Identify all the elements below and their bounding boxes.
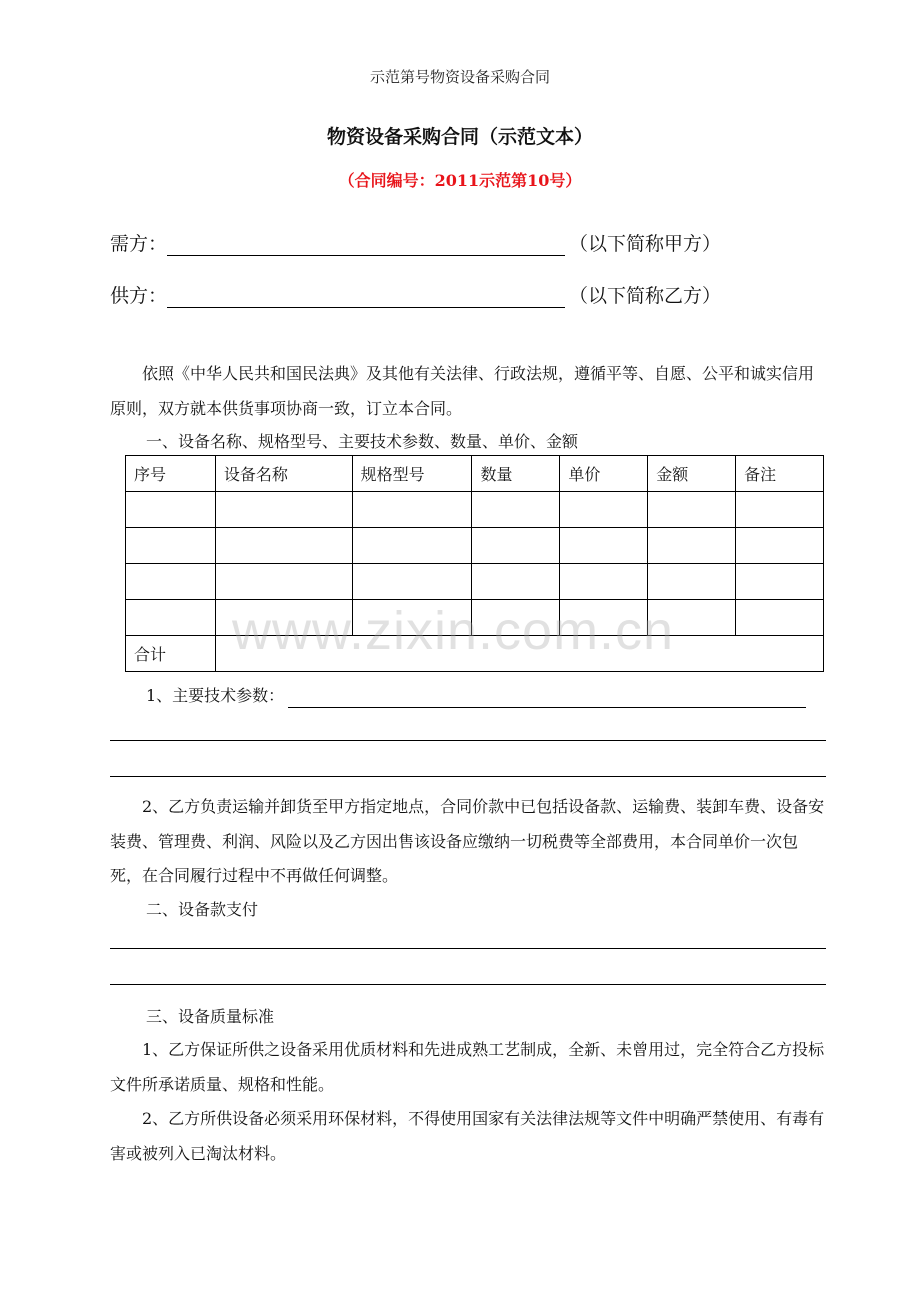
supplier-row	[110, 280, 721, 308]
table-cell[interactable]	[648, 564, 736, 600]
table-header-row	[126, 456, 824, 492]
quality-clause-2: 2、乙方所供设备必须采用环保材料，不得使用国家有关法律法规等文件中明确严禁使用、有毒有害或被列入已淘汰材料。	[110, 1109, 825, 1163]
table-cell[interactable]	[648, 492, 736, 528]
table-cell[interactable]	[215, 528, 352, 564]
table-cell[interactable]	[648, 528, 736, 564]
col-header-amount: 金额	[648, 456, 736, 492]
table-cell[interactable]	[472, 492, 560, 528]
table-cell[interactable]	[126, 528, 216, 564]
running-header: 示范第号物资设备采购合同	[369, 68, 550, 86]
table-cell[interactable]	[736, 492, 824, 528]
table-cell[interactable]	[352, 528, 472, 564]
table-cell[interactable]	[126, 600, 216, 636]
contract-number: （合同编号：2011示范第10号）	[338, 171, 582, 190]
table-cell[interactable]	[560, 492, 648, 528]
table-cell[interactable]	[126, 564, 216, 600]
buyer-label: 需方：	[110, 233, 168, 255]
intro-paragraph: 依照《中华人民共和国民法典》及其他有关法律、行政法规，遵循平等、自愿、公平和诚实信用原则，双方就本供货事项协商一致，订立本合同。	[110, 364, 815, 418]
table-cell[interactable]	[736, 528, 824, 564]
table-row	[126, 492, 824, 528]
table-cell[interactable]	[560, 564, 648, 600]
table-row	[126, 528, 824, 564]
watermark: www.zixin.com.cn	[232, 601, 675, 661]
section2-heading: 二、设备款支付	[146, 900, 259, 919]
col-header-quantity: 数量	[472, 456, 560, 492]
table-cell[interactable]	[472, 564, 560, 600]
quality-clause-1: 1、乙方保证所供之设备采用优质材料和先进成熟工艺制成，全新、未曾用过，完全符合乙方投标文件所承诺质量、规格和性能。	[110, 1040, 825, 1094]
table-row	[126, 564, 824, 600]
col-header-model: 规格型号	[352, 456, 472, 492]
table-cell[interactable]	[472, 528, 560, 564]
section3-heading: 三、设备质量标准	[146, 1007, 275, 1026]
section1-heading: 一、设备名称、规格型号、主要技术参数、数量、单价、金额	[146, 432, 579, 451]
delivery-clause: 2、乙方负责运输并卸货至甲方指定地点，合同价款中已包括设备款、运输费、装卸车费、设备安装费、管理费、利润、风险以及乙方因出售该设备应缴纳一切税费等全部费用，本合同单价一次包死，在合同履行过程中不再做任何调整。	[110, 797, 825, 885]
buyer-note: （以下简称甲方）	[569, 233, 722, 255]
col-header-index: 序号	[126, 456, 216, 492]
tech-params-field[interactable]	[288, 691, 806, 708]
table-cell[interactable]	[736, 600, 824, 636]
table-cell[interactable]	[560, 528, 648, 564]
table-cell[interactable]	[736, 564, 824, 600]
tech-params-line-2[interactable]	[110, 740, 826, 741]
table-cell[interactable]	[215, 492, 352, 528]
table-cell[interactable]	[352, 564, 472, 600]
total-label: 合计	[126, 636, 216, 672]
table-cell[interactable]	[215, 564, 352, 600]
col-header-remarks: 备注	[736, 456, 824, 492]
tech-params-line-3[interactable]	[110, 776, 826, 777]
tech-params-label: 1、主要技术参数：	[146, 686, 285, 705]
payment-line-2[interactable]	[110, 984, 826, 985]
supplier-label: 供方：	[110, 285, 168, 307]
col-header-unit-price: 单价	[560, 456, 648, 492]
table-cell[interactable]	[126, 492, 216, 528]
document-title: 物资设备采购合同（示范文本）	[326, 126, 593, 148]
buyer-name-field[interactable]	[167, 233, 565, 256]
supplier-name-field[interactable]	[167, 285, 565, 308]
tech-params-row	[146, 684, 806, 708]
payment-line-1[interactable]	[110, 948, 826, 949]
supplier-note: （以下简称乙方）	[569, 285, 722, 307]
col-header-name: 设备名称	[215, 456, 352, 492]
buyer-row	[110, 228, 721, 256]
table-cell[interactable]	[352, 492, 472, 528]
